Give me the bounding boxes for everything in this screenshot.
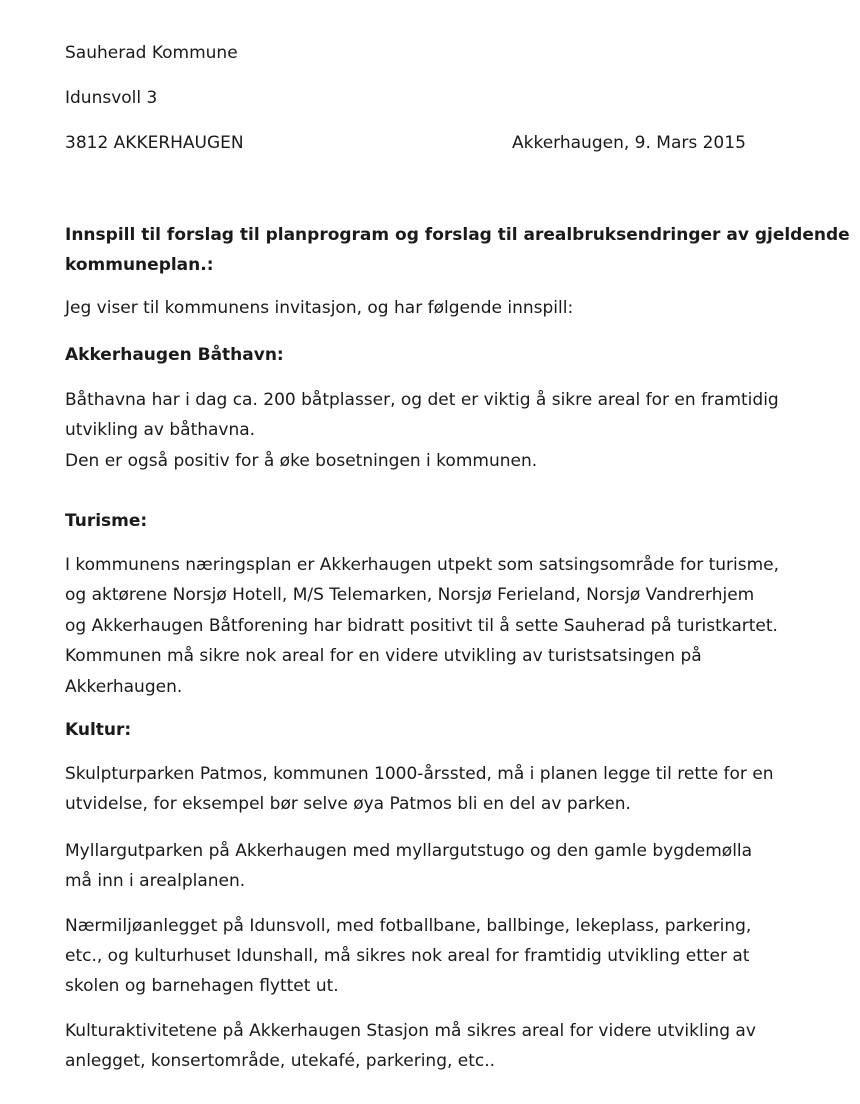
kultur-p2-line: Myllargutparken på Akkerhaugen med myllargutstugo og den gamle bygdemølla	[65, 841, 753, 861]
subject-line-1: Innspill til forslag til planprogram og forslag til arealbruksendringer av gjeldende	[65, 225, 850, 245]
letter-date: Akkerhaugen, 9. Mars 2015	[512, 133, 746, 153]
turisme-line: I kommunens næringsplan er Akkerhaugen utpekt som satsingsområde for turisme,	[65, 555, 780, 575]
bathavn-line: utvikling av båthavna.	[65, 420, 256, 440]
turisme-line: og aktørene Norsjø Hotell, M/S Telemarken, Norsjø Ferieland, Norsjø Vandrerhjem	[65, 585, 755, 605]
intro-text: Jeg viser til kommunens invitasjon, og har følgende innspill:	[65, 298, 574, 318]
section-heading-bathavn: Akkerhaugen Båthavn:	[65, 345, 284, 365]
kultur-p4-line: anlegget, konsertområde, utekafé, parkering, etc..	[65, 1051, 496, 1071]
bathavn-line: Den er også positiv for å øke bosetningen i kommunen.	[65, 451, 538, 471]
kultur-p1-line: utvidelse, for eksempel bør selve øya Patmos bli en del av parken.	[65, 794, 631, 814]
kultur-p3-line: etc., og kulturhuset Idunshall, må sikres nok areal for framtidig utvikling etter at	[65, 946, 750, 966]
subject-line-2: kommuneplan.:	[65, 255, 214, 275]
turisme-line: og Akkerhaugen Båtforening har bidratt positivt til å sette Sauherad på turistkartet.	[65, 616, 778, 636]
kultur-p2-line: må inn i arealplanen.	[65, 871, 246, 891]
turisme-line: Kommunen må sikre nok areal for en videre utvikling av turistsatsingen på	[65, 646, 702, 666]
bathavn-line: Båthavna har i dag ca. 200 båtplasser, og det er viktig å sikre areal for en framtidig	[65, 390, 779, 410]
section-heading-turisme: Turisme:	[65, 511, 148, 531]
kultur-p3-line: skolen og barnehagen flyttet ut.	[65, 976, 339, 996]
sender-street: Idunsvoll 3	[65, 88, 158, 108]
sender-name: Sauherad Kommune	[65, 43, 238, 63]
section-heading-kultur: Kultur:	[65, 720, 132, 740]
turisme-line: Akkerhaugen.	[65, 677, 183, 697]
kultur-p3-line: Nærmiljøanlegget på Idunsvoll, med fotballbane, ballbinge, lekeplass, parkering,	[65, 916, 752, 936]
kultur-p4-line: Kulturaktivitetene på Akkerhaugen Stasjon må sikres areal for videre utvikling av	[65, 1021, 756, 1041]
kultur-p1-line: Skulpturparken Patmos, kommunen 1000-årssted, må i planen legge til rette for en	[65, 764, 774, 784]
sender-postcode-city: 3812 AKKERHAUGEN	[65, 133, 244, 153]
